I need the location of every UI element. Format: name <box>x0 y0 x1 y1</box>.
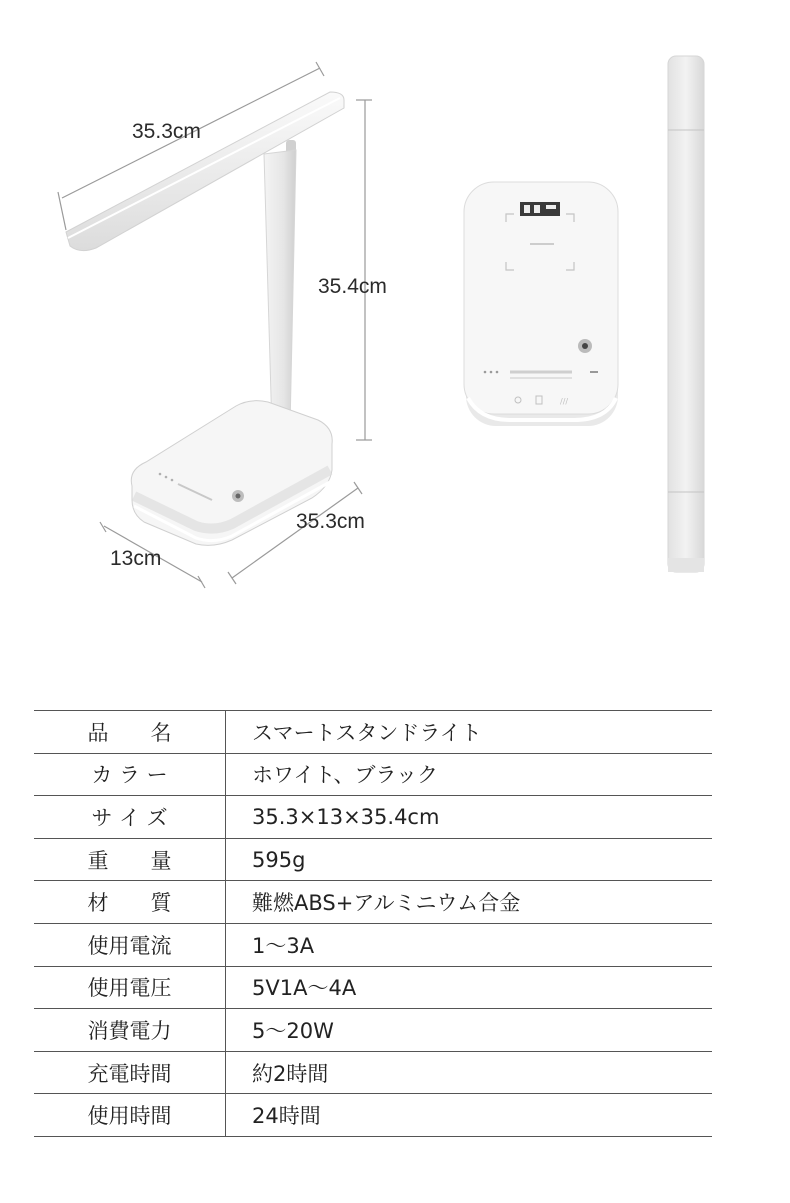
base-top-view <box>464 182 618 426</box>
spec-value: 5〜20W <box>226 1009 713 1052</box>
spec-value: 595g <box>226 838 713 881</box>
spec-row-voltage <box>34 966 712 1009</box>
spec-label: 使用電流 <box>34 923 226 966</box>
spec-label: サ イ ズ <box>34 796 226 839</box>
spec-value: スマートスタンドライト <box>226 711 713 754</box>
spec-value: 難燃ABS+アルミニウム合金 <box>226 881 713 924</box>
spec-row-color <box>34 753 712 796</box>
spec-value: 24時間 <box>226 1094 713 1137</box>
height-dimension-label: 35.4cm <box>318 275 387 298</box>
spec-label: 充電時間 <box>34 1051 226 1094</box>
spec-row-charge-time <box>34 1051 712 1094</box>
spec-value: 約2時間 <box>226 1051 713 1094</box>
spec-row-power <box>34 1009 712 1052</box>
spec-row-material <box>34 881 712 924</box>
spec-label: 使用時間 <box>34 1094 226 1137</box>
spec-label: 重 量 <box>34 838 226 881</box>
spec-value: ホワイト、ブラック <box>226 753 713 796</box>
spec-row-size <box>34 796 712 839</box>
spec-label: カ ラ ー <box>34 753 226 796</box>
spec-label: 材 質 <box>34 881 226 924</box>
spec-table <box>34 710 712 1137</box>
spec-row-name <box>34 711 712 754</box>
spec-row-current <box>34 923 712 966</box>
spec-label: 使用電圧 <box>34 966 226 1009</box>
spec-row-use-time <box>34 1094 712 1137</box>
spec-value: 1〜3A <box>226 923 713 966</box>
spec-label: 品 名 <box>34 711 226 754</box>
spec-value: 35.3×13×35.4cm <box>226 796 713 839</box>
svg-text:///: /// <box>560 397 569 406</box>
spec-label: 消費電力 <box>34 1009 226 1052</box>
base-length-dimension-label: 35.3cm <box>296 510 365 533</box>
spec-value: 5V1A〜4A <box>226 966 713 1009</box>
lamp-profile-view <box>668 56 704 572</box>
spec-row-weight <box>34 838 712 881</box>
base-depth-dimension-label: 13cm <box>110 547 162 570</box>
width-dimension-label: 35.3cm <box>132 120 201 143</box>
